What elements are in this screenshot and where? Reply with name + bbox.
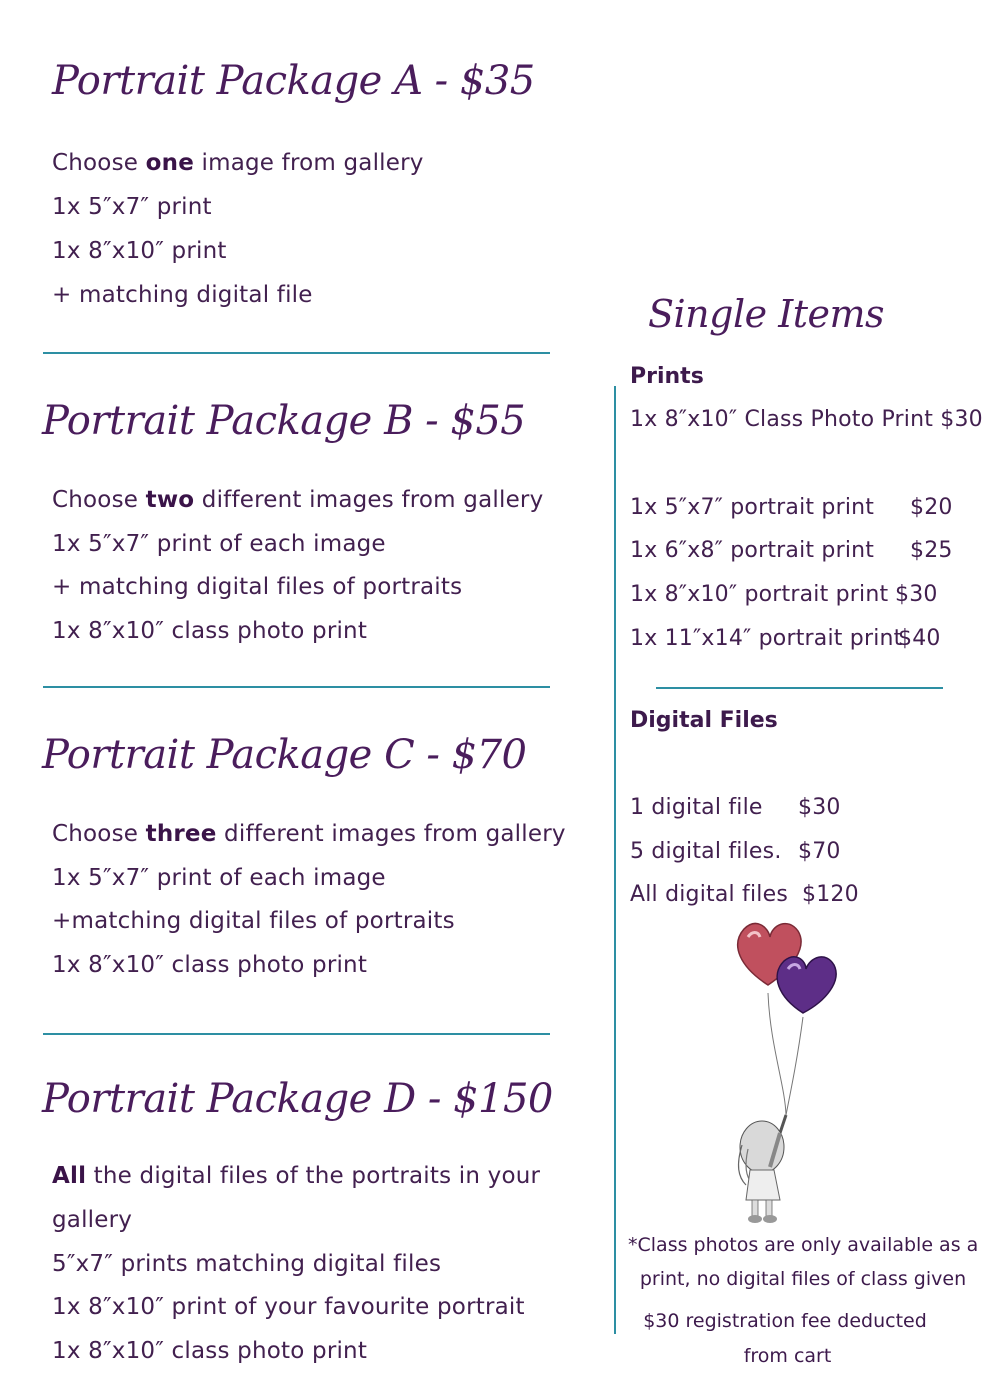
package-c-title: Portrait Package C - $70 <box>42 732 527 778</box>
package-b-line-4: 1x 8″x10″ class photo print <box>52 618 368 644</box>
single-items-vertical-rule <box>614 386 616 1334</box>
package-d-line-4: 1x 8″x10″ print of your favourite portrait <box>52 1294 525 1320</box>
registration-fee-line-2: from cart <box>743 1345 832 1367</box>
digital-files-heading: Digital Files <box>630 708 778 733</box>
divider-b <box>43 686 550 688</box>
package-d-title: Portrait Package D - $150 <box>42 1076 553 1122</box>
package-b-line-2: 1x 5″x7″ print of each image <box>52 531 386 557</box>
print-item: 1x 6″x8″ portrait print $25 <box>630 538 953 563</box>
girl-balloons-illustration-icon <box>700 915 860 1227</box>
package-b-line-1: Choose two different images from gallery <box>52 487 544 513</box>
digital-item: All digital files $120 <box>630 882 859 907</box>
package-d-line-3: 5″x7″ prints matching digital files <box>52 1251 442 1277</box>
digital-item: 1 digital file $30 <box>630 795 841 820</box>
package-d-line-5: 1x 8″x10″ class photo print <box>52 1338 368 1364</box>
prints-heading: Prints <box>630 364 704 389</box>
class-photo-note-line-1: *Class photos are only available as a <box>628 1234 979 1256</box>
print-item: 1x 8″x10″ portrait print $30 <box>630 582 938 607</box>
digital-item: 5 digital files. $70 <box>630 839 841 864</box>
package-d-line-1: All the digital files of the portraits in your <box>52 1163 541 1189</box>
package-c-line-3: +matching digital files of portraits <box>52 908 455 934</box>
package-b-line-3: + matching digital files of portraits <box>52 574 463 600</box>
package-a-line-1: Choose one image from gallery <box>52 150 424 176</box>
single-items-title: Single Items <box>648 292 885 336</box>
package-c-line-4: 1x 8″x10″ class photo print <box>52 952 368 978</box>
package-b-title: Portrait Package B - $55 <box>42 398 526 444</box>
package-a-line-4: + matching digital file <box>52 282 313 308</box>
divider-c <box>43 1033 550 1035</box>
package-c-line-1: Choose three different images from gallery <box>52 821 566 847</box>
print-item: 1x 11″x14″ portrait print $40 <box>630 626 941 651</box>
registration-fee-line-1: $30 registration fee deducted <box>643 1310 927 1332</box>
package-a-title: Portrait Package A - $35 <box>52 58 535 104</box>
print-item: 1x 5″x7″ portrait print $20 <box>630 495 953 520</box>
class-photo-print: 1x 8″x10″ Class Photo Print $30 <box>630 407 983 432</box>
divider-single-items <box>656 687 943 689</box>
package-a-line-2: 1x 5″x7″ print <box>52 194 212 220</box>
package-a-line-3: 1x 8″x10″ print <box>52 238 227 264</box>
package-c-line-2: 1x 5″x7″ print of each image <box>52 865 386 891</box>
divider-a <box>43 352 550 354</box>
class-photo-note-line-2: print, no digital files of class given <box>639 1268 967 1290</box>
package-d-line-2: gallery <box>52 1207 133 1233</box>
